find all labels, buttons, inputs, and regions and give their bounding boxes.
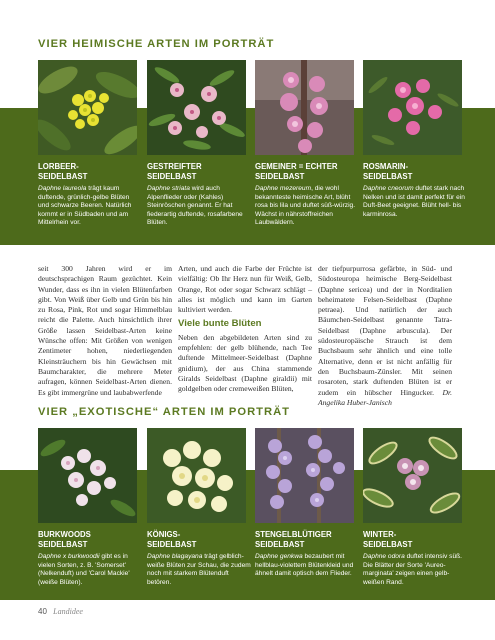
- species-name: Daphne laureola: [38, 185, 87, 192]
- body-column-2: [178, 264, 312, 395]
- author-credit: Dr. Angelika Huber-Janisch: [318, 387, 452, 407]
- species-name: Daphne blagayana: [147, 553, 203, 560]
- species-name: Daphne x burkwoodii: [38, 553, 100, 560]
- magazine-name: Landidee: [53, 607, 83, 616]
- caption-title: WINTER- SEIDELBAST: [363, 530, 413, 549]
- caption-rosmarin-seidelbast: [363, 162, 467, 219]
- caption-title: GESTREIFTER SEIDELBAST: [147, 162, 202, 181]
- caption-koenigs-seidelbast: [147, 530, 251, 587]
- caption-body: wird auch Alpenflieder oder (Kahles) Steinröschen genannt. Er hat fiederartig duftende, rosafarbene Blüten.: [147, 185, 243, 227]
- page-number: 40: [38, 607, 47, 616]
- caption-title: BURKWOODS SEIDELBAST: [38, 530, 91, 549]
- caption-text: [147, 185, 251, 228]
- caption-burkwoods-seidelbast: [38, 530, 142, 587]
- photo-lorbeer-seidelbast: [38, 60, 137, 155]
- photo-winter-seidelbast: [363, 428, 462, 523]
- caption-text: [38, 185, 142, 228]
- caption-gemeiner-seidelbast: [255, 162, 359, 228]
- photo-stengelbluetiger-seidelbast: [255, 428, 354, 523]
- species-name: Daphne odora: [363, 553, 405, 560]
- body-paragraph: Neben den abgebildeten Arten sind zu empfehlen: der gelb blühende, nach Tee duftende Mittelmeer-Seidelbast (Daphne gnidium), der aus China stammende Giralds Seidelbast (Daphne giraldii) mit goldgelben oder cremeweißen Blüten,: [178, 332, 312, 394]
- caption-lorbeer-seidelbast: [38, 162, 142, 228]
- caption-text: [363, 185, 467, 219]
- body-column-3: [318, 264, 452, 408]
- caption-body: trägt kaum duftende, grünlich-gelbe Blüten und schwarze Beeren. Natürlich kommt er in Südbaden und am Mittelrhein vor.: [38, 185, 132, 227]
- caption-title: STENGELBLÜTIGER SEIDELBAST: [255, 530, 332, 549]
- species-name: Daphne mezereum: [255, 185, 312, 192]
- caption-gestreifter-seidelbast: [147, 162, 251, 228]
- body-paragraph: Arten, und auch die Farbe der Früchte ist vielfältig: Ob Ihr Herz nun für Weiß, Gelb, Orange, Rot oder sogar Schwarz schlägt – alles ist möglich und kann im Garten kultiviert werden.: [178, 264, 312, 315]
- caption-body: , die wohl bekannteste heimische Art, blüht rosa bis lila und duftet süß-würzig. Wächst in nährstoffreichen Laubwäldern.: [255, 185, 356, 227]
- caption-body: gibt es in vielen Sorten, z. B. 'Somerset' (Nelkenduft) und 'Carol Mackie' (weiße Blüten).: [38, 553, 130, 586]
- photo-gestreifter-seidelbast: [147, 60, 246, 155]
- caption-text: [255, 185, 359, 228]
- caption-body: duftet stark nach Nelken und ist damit perfekt für ein Duft-Beet geeignet. Blüht hell- bis karminrosa.: [363, 185, 465, 218]
- body-column-1: [38, 264, 172, 398]
- caption-title: ROSMARIN- SEIDELBAST: [363, 162, 413, 181]
- caption-text: [38, 553, 142, 587]
- caption-title: GEMEINER = ECHTER SEIDELBAST: [255, 162, 338, 181]
- photo-gemeiner-seidelbast: [255, 60, 354, 155]
- caption-title: KÖNIGS- SEIDELBAST: [147, 530, 197, 549]
- photo-koenigs-seidelbast: [147, 428, 246, 523]
- caption-winter-seidelbast: [363, 530, 467, 587]
- page-footer: [38, 607, 83, 616]
- section-heading-native: VIER HEIMISCHE ARTEN IM PORTRÄT: [38, 38, 275, 50]
- body-paragraph: [318, 264, 452, 408]
- caption-title: LORBEER- SEIDELBAST: [38, 162, 88, 181]
- caption-body: trägt gelblich-weiße Blüten zur Schau, die zudem noch mit starkem Blütenduft betören.: [147, 553, 251, 586]
- species-name: Daphne genkwa: [255, 553, 303, 560]
- body-text: der tiefpurpurrosa gefärbte, in Süd- und Südosteuropa heimische Berg-Seidelbast (Daphne sericea) und der in Norditalien beheimatete Felsen-Seidelbast (Daphne petraea). Und natürlich der auch Bäumchen-Seidelbast genannte Tatra-Seidelbast (Daphne arbuscula). Der südosteuropäische Strauch ist dem Buchsbaum sehr ähnlich und eine tolle Alternative, denn er ist nicht anfällig für den Buchsbaum-Zünsler. Mit seinen rosaroten, stark duftenden Blüten ist er zudem ein hübscher Hingucker.: [318, 264, 452, 397]
- species-name: Daphne striata: [147, 185, 190, 192]
- section-heading-exotic: VIER „EXOTISCHE“ ARTEN IM PORTRÄT: [38, 406, 290, 418]
- caption-body: bezaubert mit hellblau-violettem Blütenkleid und ähnelt damit optisch dem Flieder.: [255, 553, 354, 578]
- caption-body: duftet intensiv süß. Die Blätter der Sorte 'Aureo-marginata' zeigen einen gelb-weißen Rand.: [363, 553, 462, 586]
- photo-burkwoods-seidelbast: [38, 428, 137, 523]
- subheading: Viele bunte Blüten: [178, 318, 262, 330]
- caption-text: [363, 553, 467, 587]
- caption-stengelbluetiger-seidelbast: [255, 530, 359, 579]
- caption-text: [255, 553, 359, 579]
- photo-rosmarin-seidelbast: [363, 60, 462, 155]
- caption-text: [147, 553, 251, 587]
- species-name: Daphne cneorum: [363, 185, 414, 192]
- body-paragraph: seit 300 Jahren wird er im deutschsprachigen Raum gezüchtet. Kein Wunder, dass es ihn in vielen Blütenfarben gibt. Von Weiß über Gelb und Grün bis hin zu Rosa, Pink, Rot und sogar Himmelblau reicht die Palette. Auch hinsichtlich ihrer Größe lassen Seidelbast-Arten keine Wünsche offen: Mit Größen von wenigen Zentimeter hohen, niederliegenden Kleinsträuchern bis hin Gewächsen mit Baumcharakter, die mehrere Meter aufragen, können Seidelbast-Arten dienen. Es gibt immergrüne und laubabwerfende: [38, 264, 172, 397]
